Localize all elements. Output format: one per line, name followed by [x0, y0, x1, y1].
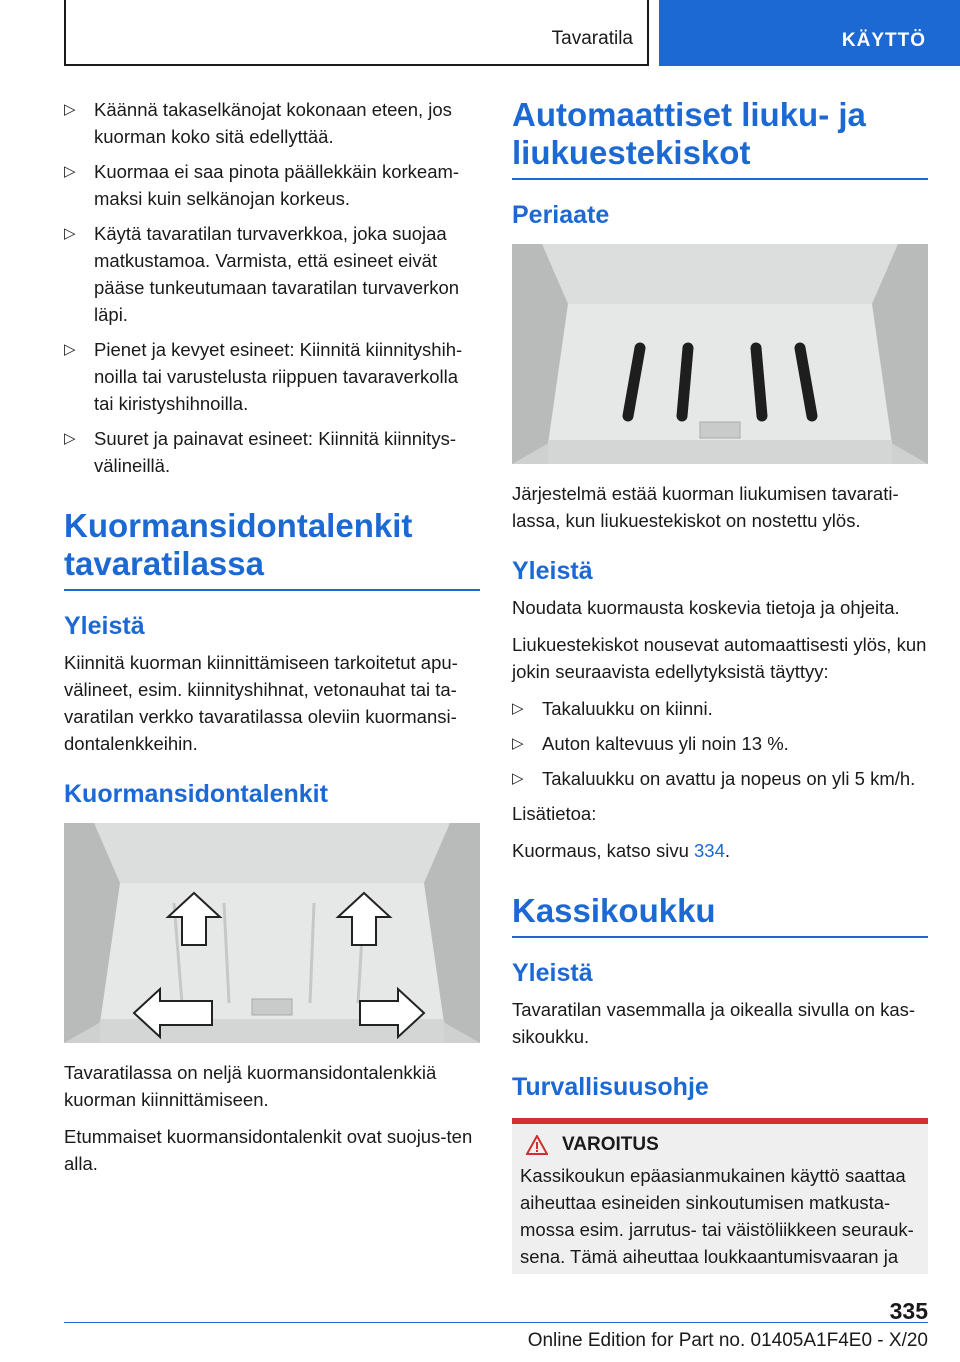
subheading-safety-note: Turvallisuusohje — [512, 1073, 709, 1101]
list-item: ▷ Kuormaa ei saa pinota päällekkäin korkeam-maksi kuin selkänojan korkeus. — [64, 158, 480, 212]
list-item: ▷ Auton kaltevuus yli noin 13 %. — [512, 730, 928, 757]
paragraph: Etummaiset kuormansidontalenkit ovat suojus-ten alla. — [64, 1126, 473, 1174]
section-title: Tavaratila — [551, 28, 633, 49]
footer-rule — [64, 1322, 928, 1323]
triangle-bullet-icon: ▷ — [512, 735, 524, 752]
paragraph: Tavaratilassa on neljä kuormansidontalenkkiä kuorman kiinnittämiseen. — [64, 1062, 437, 1110]
triangle-bullet-icon: ▷ — [512, 770, 524, 787]
subheading-general: Yleistä — [512, 959, 593, 987]
cargo-area-lashing-eyes-image — [64, 823, 480, 1043]
right-column — [512, 96, 928, 1274]
triangle-bullet-icon: ▷ — [64, 430, 76, 447]
list-item: ▷ Käytä tavaratilan turvaverkkoa, joka suojaa matkustamoa. Varmista, että esineet eivät pääse tunkeutumaan tavaratilan turvaverkon läpi. — [64, 220, 480, 328]
paragraph: Noudata kuormausta koskevia tietoja ja ohjeita. — [512, 597, 900, 618]
cross-reference: Kuormaus, katso sivu 334. — [512, 840, 731, 861]
subheading-general: Yleistä — [64, 612, 145, 640]
cargo-area-antislip-rails-image — [512, 244, 928, 464]
warning-text: Kassikoukun epäasianmukainen käyttö saattaa aiheuttaa esineiden sinkoutumisen matkusta-mossa esim. jarrutus- tai väistöliikkeen seurauk-sena. Tämä aiheuttaa loukkaantumisvaaran ja — [520, 1165, 914, 1267]
list-item: ▷ Takaluukku on avattu ja nopeus on yli 5 km/h. — [512, 765, 928, 792]
left-column — [64, 96, 480, 1187]
warning-box — [512, 1118, 928, 1274]
triangle-bullet-icon: ▷ — [64, 163, 76, 180]
paragraph: Lisätietoa: — [512, 803, 597, 824]
triangle-bullet-icon: ▷ — [64, 101, 76, 118]
page-link[interactable]: 334 — [694, 840, 725, 861]
list-item: ▷ Käännä takaselkänojat kokonaan eteen, jos kuorman koko sitä edellyttää. — [64, 96, 480, 150]
section-heading-bag-hook: Kassikoukku — [512, 892, 928, 938]
paragraph: Tavaratilan vasemmalla ja oikealla sivulla on kas-sikoukku. — [512, 999, 916, 1047]
edition-note: Online Edition for Part no. 01405A1F4E0 - X/20 — [527, 1330, 928, 1351]
triangle-bullet-icon: ▷ — [64, 225, 76, 242]
list-item: ▷ Takaluukku on kiinni. — [512, 695, 928, 722]
list-item: ▷ Pienet ja kevyet esineet: Kiinnitä kiinnityshih-noilla tai varustelusta riippuen tavaraverkolla tai kiristyshihnoilla. — [64, 336, 480, 417]
chapter-tab[interactable] — [659, 0, 960, 66]
page-number: 335 — [889, 1298, 928, 1324]
warning-triangle-icon — [526, 1135, 548, 1155]
triangle-bullet-icon: ▷ — [64, 341, 76, 358]
chapter-title: KÄYTTÖ — [841, 30, 926, 51]
page-header — [0, 0, 960, 66]
section-header-box — [64, 0, 649, 66]
paragraph: Järjestelmä estää kuorman liukumisen tavarati-lassa, kun liukuestekiskot on nostettu ylös. — [512, 483, 899, 531]
paragraph: Kiinnitä kuorman kiinnittämiseen tarkoitetut apu-välineet, esim. kiinnityshihnat, vetonauhat tai ta-varatilan verkko tavaratilassa oleviin kuormansi-dontalenkkeihin. — [64, 652, 458, 754]
section-heading-lashing-eyes: Kuormansidontalenkit tavaratilassa — [64, 507, 480, 591]
warning-title: VAROITUS — [562, 1134, 659, 1155]
paragraph: Liukuestekiskot nousevat automaattisesti ylös, kun jokin seuraavista edellytyksistä täyttyy: — [512, 634, 927, 682]
subheading-principle: Periaate — [512, 201, 610, 229]
section-heading-antislip-rails: Automaattiset liuku- ja liukuestekiskot — [512, 96, 928, 180]
list-item: ▷ Suuret ja painavat esineet: Kiinnitä kiinnitys-välineillä. — [64, 425, 480, 479]
subheading-lashing-eyes: Kuormansidontalenkit — [64, 780, 328, 808]
triangle-bullet-icon: ▷ — [512, 700, 524, 717]
subheading-general: Yleistä — [512, 557, 593, 585]
